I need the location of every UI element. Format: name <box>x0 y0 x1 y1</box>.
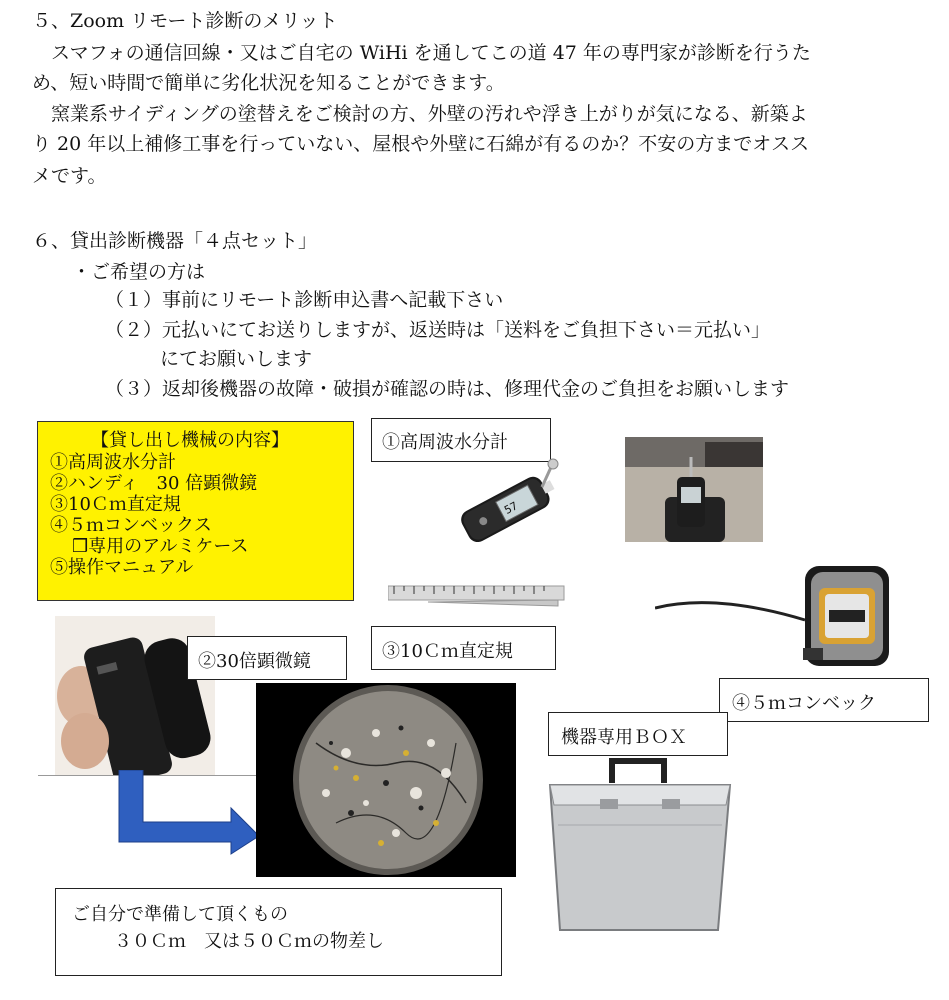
label-case: 機器専用ＢＯＸ <box>548 712 728 756</box>
prepare-items-box <box>55 888 502 976</box>
list-item: ②ハンディ 30 倍顕微鏡 <box>50 473 258 494</box>
list-item: ①高周波水分計 <box>50 452 176 473</box>
prepare-items-detail: ３０Ｃｍ 又は５０Ｃｍの物差し <box>114 931 384 952</box>
aluminium-case-image <box>540 755 740 935</box>
label-tape-measure: ④５ｍコンベック <box>719 678 929 722</box>
list-item: ④５ｍコンベックス <box>50 515 212 536</box>
label-microscope: ②30倍顕微鏡 <box>187 636 347 680</box>
section5-title: ５、Zoom リモート診断のメリット <box>32 10 338 32</box>
moisture-meter-image <box>440 455 560 555</box>
section6-item3: （３）返却後機器の故障・破損が確認の時は、修理代金のご負担をお願いします <box>105 378 790 400</box>
list-item: ⑤操作マニュアル <box>50 557 194 578</box>
section5-para1-line2: め、短い時間で簡単に劣化状況を知ることができます。 <box>32 72 505 94</box>
svg-text:57: 57 <box>502 499 520 517</box>
section5-para2-line3: メです。 <box>32 165 107 187</box>
section5-para2-line2: り 20 年以上補修工事を行っていない、屋根や外壁に石綿が有るのか？不安の方までオスス <box>32 133 810 155</box>
arrow-icon <box>113 770 263 856</box>
ruler-image <box>388 580 566 612</box>
moisture-meter-in-use-image <box>625 437 763 542</box>
section6-item2b: にてお願いします <box>160 348 313 370</box>
label-moisture-meter: ①高周波水分計 <box>371 418 551 462</box>
equipment-list-heading: 【貸し出し機械の内容】 <box>91 430 289 451</box>
tape-measure-image <box>655 558 895 673</box>
section5-para2-line1: 窯業系サイディングの塗替えをご検討の方、外壁の汚れや浮き上がりが気になる、新築よ <box>32 103 808 125</box>
prepare-items-heading: ご自分で準備して頂くもの <box>72 904 288 925</box>
section6-bullet: ・ご希望の方は <box>72 261 206 283</box>
list-item: ③10Ｃｍ直定規 <box>50 494 181 515</box>
equipment-list-box <box>37 421 354 601</box>
label-ruler: ③10Ｃｍ直定規 <box>371 626 556 670</box>
section6-item2a: （２）元払いにてお送りしますが、返送時は「送料をご負担下さい＝元払い」 <box>105 319 771 341</box>
microscope-view-image <box>256 683 516 877</box>
section6-title: ６、貸出診断機器「４点セット」 <box>32 230 318 252</box>
section6-item1: （１）事前にリモート診断申込書へ記載下さい <box>105 289 504 311</box>
section5-para1-line1: スマフォの通信回線・又はご自宅の WiHi を通してこの道 47 年の専門家が診断を行うた <box>32 42 811 64</box>
list-item: ❒専用のアルミケース <box>72 536 249 557</box>
equipment-list <box>50 452 353 578</box>
